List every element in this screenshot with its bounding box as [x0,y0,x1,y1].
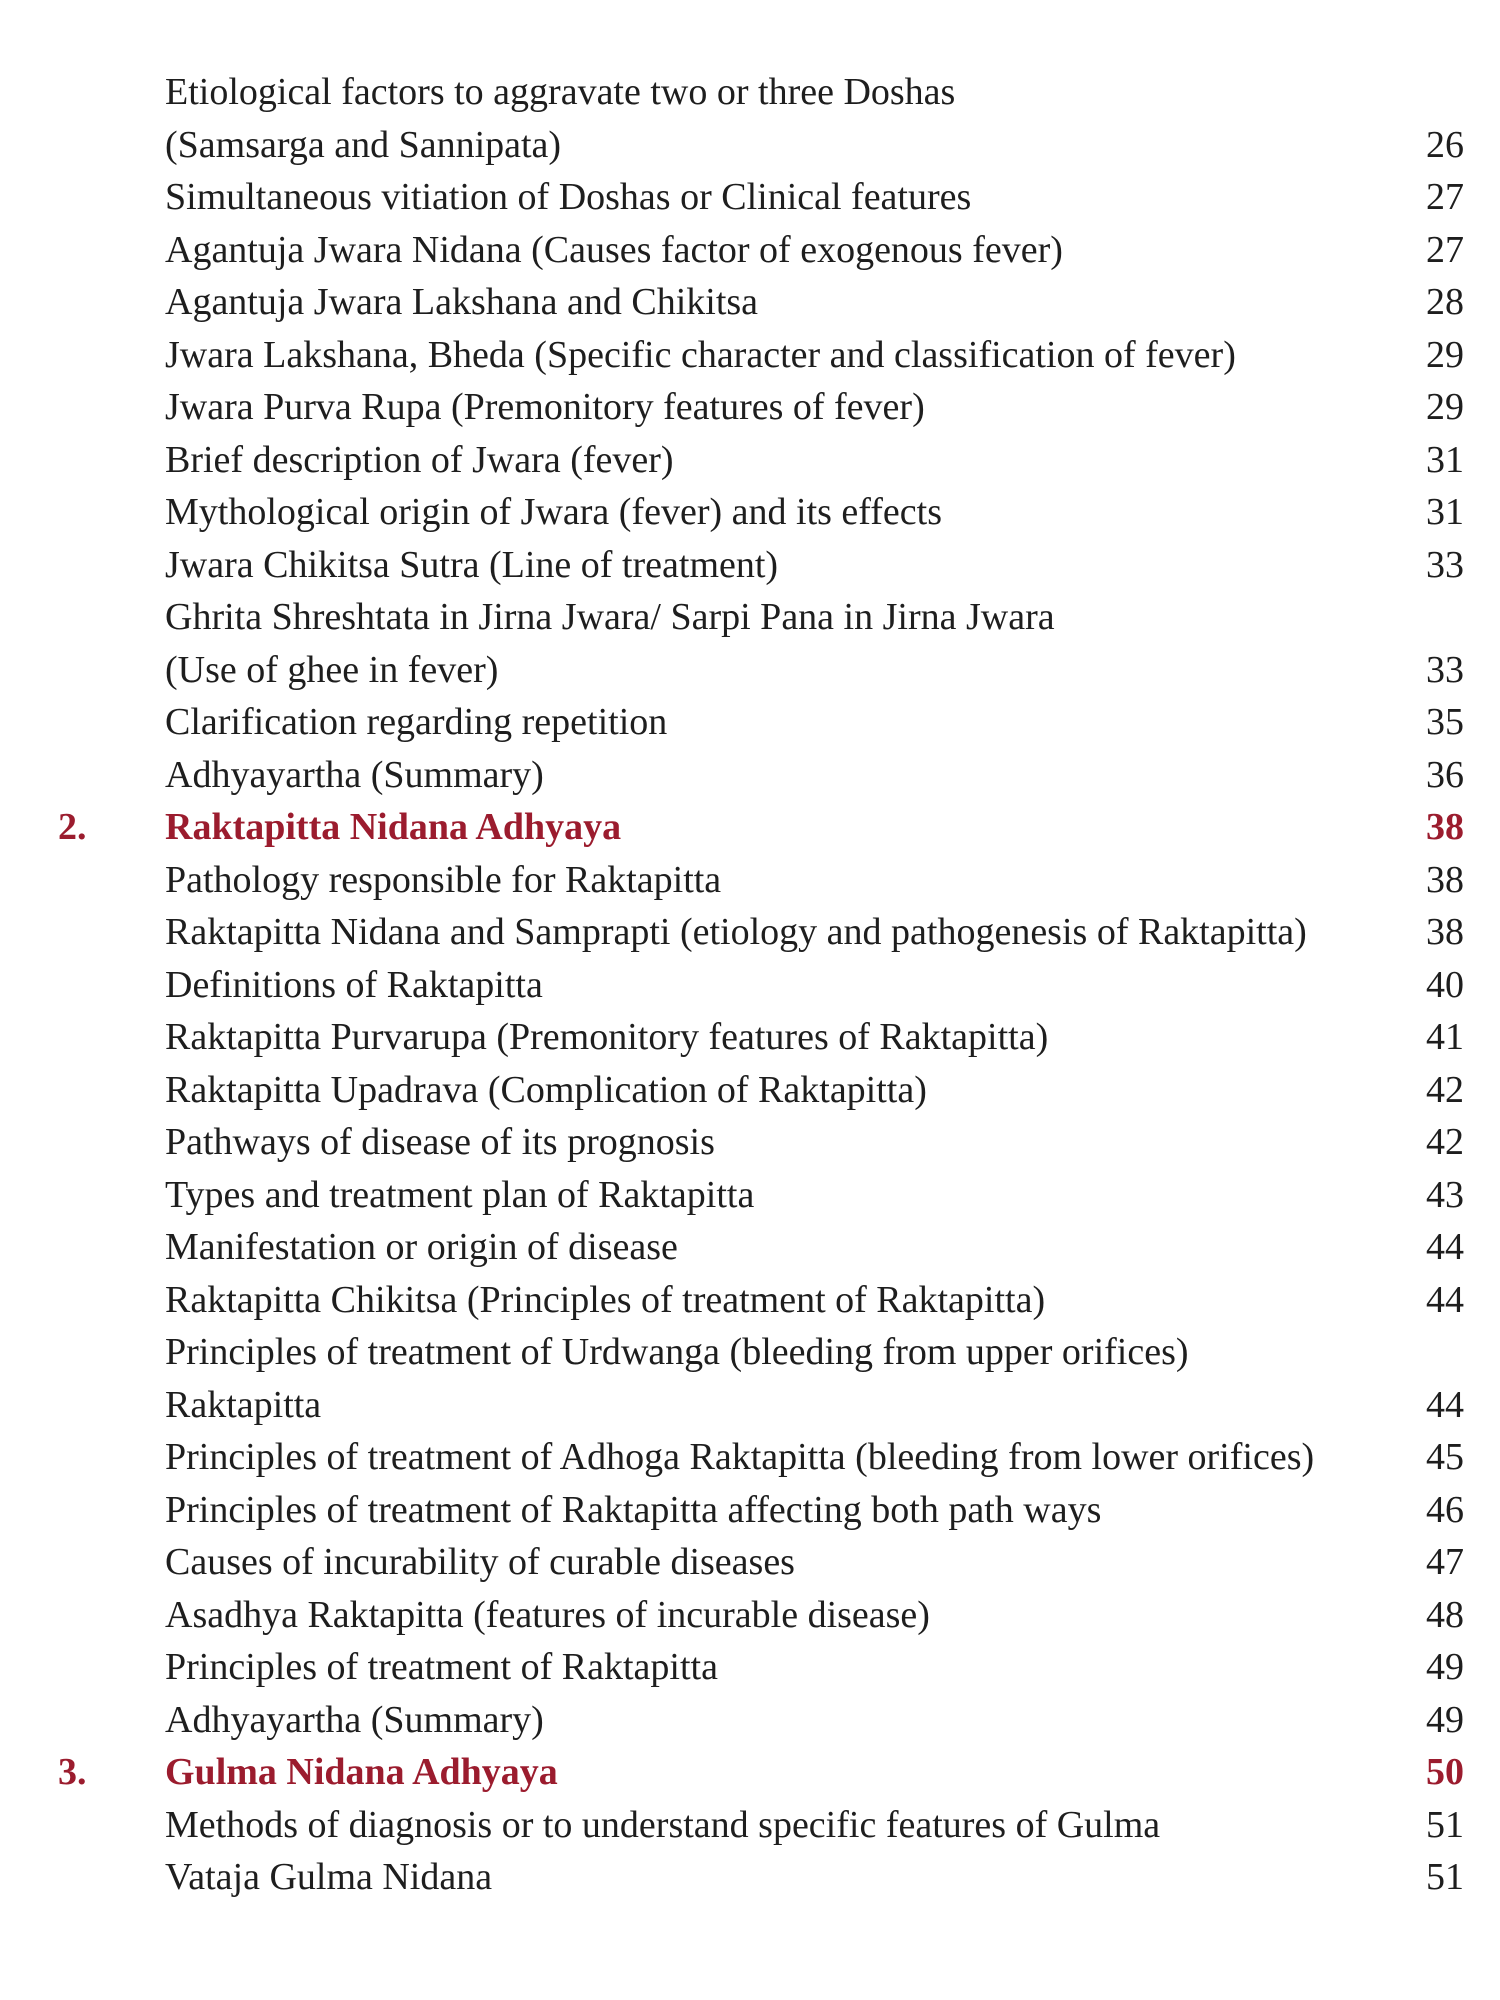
toc-chapter-title: Raktapitta Nidana Adhyaya [165,806,622,848]
toc-entry-title: (Use of ghee in fever) [165,648,499,691]
toc-page-number: 45 [1426,1436,1464,1478]
toc-page-number: 29 [1426,386,1464,428]
toc-page-number: 40 [1426,963,1464,1006]
toc-entry-row [0,1116,1500,1169]
toc-entry-title: Jwara Lakshana, Bheda (Specific character and classification of fever) [165,333,1236,376]
toc-entry-title: Raktapitta [165,1383,322,1426]
toc-page-number: 49 [1426,1646,1464,1688]
toc-chapter-title: Gulma Nidana Adhyaya [165,1751,558,1793]
toc-page-number: 38 [1426,911,1464,953]
toc-page-number: 51 [1426,1856,1464,1898]
toc-entry-row [0,171,1500,224]
toc-entry-row [0,644,1500,697]
toc-page-number: 33 [1426,543,1464,586]
toc-entry-title: Adhyayartha (Summary) [165,1698,544,1741]
toc-entry-title: Causes of incurability of curable diseases [165,1541,795,1583]
toc-page-number: 28 [1426,281,1464,323]
toc-page-number: 42 [1426,1121,1464,1163]
toc-page-number: 35 [1426,701,1464,743]
toc-entry-row [0,959,1500,1012]
toc-entry-row [0,906,1500,959]
toc-entry-row [0,1589,1500,1642]
toc-entry-title: Pathology responsible for Raktapitta [165,858,722,901]
toc-entry-row [0,1641,1500,1694]
toc-page-number: 47 [1426,1541,1464,1583]
toc-entry-row [0,1851,1500,1904]
toc-entry-title: Pathways of disease of its prognosis [165,1121,715,1163]
toc-entry-row [0,329,1500,382]
toc-entry-title: Asadhya Raktapitta (features of incurable disease) [165,1593,930,1636]
toc-chapter-row [0,1746,1500,1799]
toc-page-number: 44 [1426,1226,1464,1268]
toc-entry-row [0,276,1500,329]
toc-entry-title: Ghrita Shreshtata in Jirna Jwara/ Sarpi Pana in Jirna Jwara [165,596,1055,638]
toc-entry-title: Vataja Gulma Nidana [165,1856,493,1898]
toc-page-number: 27 [1426,176,1464,218]
toc-page-number: 31 [1426,438,1464,481]
toc-page-number: 48 [1426,1593,1464,1636]
toc-entry-title: Definitions of Raktapitta [165,963,543,1006]
toc-page-number: 33 [1426,648,1464,691]
toc-entry-row [0,1221,1500,1274]
toc-page-number: 26 [1426,123,1464,166]
toc-page-number: 43 [1426,1173,1464,1216]
toc-entry-title: Clarification regarding repetition [165,701,668,743]
toc-entry-title: Simultaneous vitiation of Doshas or Clinical features [165,176,972,218]
toc-entry-row [0,1169,1500,1222]
toc-page-number: 49 [1426,1698,1464,1741]
toc-page-number: 31 [1426,491,1464,533]
toc-page-number: 36 [1426,753,1464,796]
toc-entry-row [0,1536,1500,1589]
toc-entry-title: Jwara Purva Rupa (Premonitory features of fever) [165,386,925,428]
toc-entry-row [0,1326,1500,1379]
toc-entry-row [0,539,1500,592]
toc-chapter-row [0,801,1500,854]
toc-page-number: 42 [1426,1068,1464,1111]
toc-entry-title: Agantuja Jwara Lakshana and Chikitsa [165,281,759,323]
toc-page-number: 41 [1426,1016,1464,1058]
toc-page-number: 46 [1426,1488,1464,1531]
toc-entry-title: Types and treatment plan of Raktapitta [165,1173,755,1216]
toc-entry-title: Jwara Chikitsa Sutra (Line of treatment) [165,543,779,586]
toc-entry-row [0,434,1500,487]
toc-page-number: 51 [1426,1803,1464,1846]
toc-entry-row [0,696,1500,749]
toc-entry-row [0,1274,1500,1327]
toc-chapter-number: 3. [58,1751,87,1793]
toc-entry-row [0,119,1500,172]
toc-page-number: 27 [1426,228,1464,271]
toc-entry-title: (Samsarga and Sannipata) [165,123,562,166]
toc-entry-title: Principles of treatment of Raktapitta affecting both path ways [165,1488,1102,1531]
toc-entry-title: Mythological origin of Jwara (fever) and its effects [165,491,942,533]
toc-entry-title: Adhyayartha (Summary) [165,753,544,796]
toc-entry-row [0,1379,1500,1432]
toc-entry-title: Raktapitta Upadrava (Complication of Raktapitta) [165,1068,927,1111]
toc-page-number: 38 [1426,806,1464,848]
toc-entry-title: Brief description of Jwara (fever) [165,438,674,481]
toc-entry-row [0,1431,1500,1484]
toc-entry-title: Raktapitta Purvarupa (Premonitory features of Raktapitta) [165,1016,1049,1058]
toc-entry-title: Agantuja Jwara Nidana (Causes factor of exogenous fever) [165,228,1063,271]
toc-entry-row [0,486,1500,539]
toc-entry-title: Raktapitta Chikitsa (Principles of treatment of Raktapitta) [165,1278,1046,1321]
toc-page-number: 44 [1426,1383,1464,1426]
toc-entry-row [0,1799,1500,1852]
toc-entry-row [0,1694,1500,1747]
toc-page-number: 50 [1426,1751,1464,1793]
toc-entry-row [0,854,1500,907]
toc-page-number: 29 [1426,333,1464,376]
toc-chapter-number: 2. [58,806,87,848]
toc-entry-title: Principles of treatment of Urdwanga (bleeding from upper orifices) [165,1331,1189,1373]
toc-entry-title: Raktapitta Nidana and Samprapti (etiology and pathogenesis of Raktapitta) [165,911,1307,953]
toc-entry-title: Etiological factors to aggravate two or three Doshas [165,71,956,113]
toc-entry-row [0,381,1500,434]
toc-entry-row [0,1484,1500,1537]
table-of-contents [0,66,1500,1904]
toc-entry-row [0,1064,1500,1117]
toc-entry-row [0,66,1500,119]
toc-entry-row [0,591,1500,644]
toc-entry-row [0,224,1500,277]
toc-page-number: 44 [1426,1278,1464,1321]
toc-entry-title: Principles of treatment of Adhoga Raktapitta (bleeding from lower orifices) [165,1436,1315,1478]
toc-entry-title: Methods of diagnosis or to understand specific features of Gulma [165,1803,1161,1846]
toc-entry-row [0,1011,1500,1064]
toc-page-number: 38 [1426,858,1464,901]
toc-entry-title: Manifestation or origin of disease [165,1226,678,1268]
toc-entry-title: Principles of treatment of Raktapitta [165,1646,718,1688]
toc-entry-row [0,749,1500,802]
